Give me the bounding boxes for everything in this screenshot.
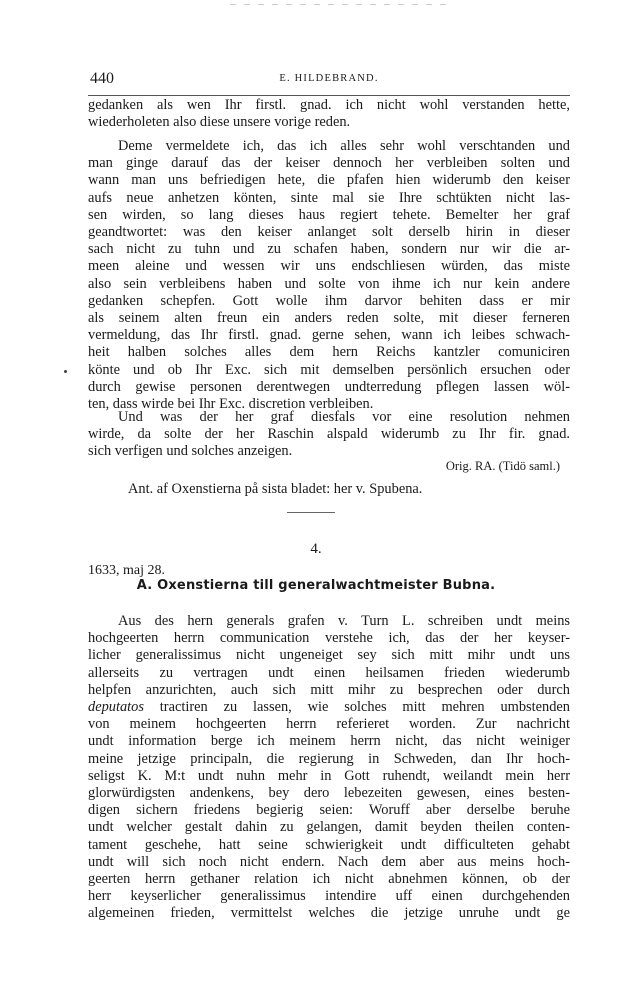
section-separator <box>287 512 335 513</box>
text-line: licher generalissimus nicht ungeneiget sey sich mitt mihr undt uns <box>88 647 570 664</box>
text-line: aufs neue anhetzen könten, sinte mal sie Ihre schtükten nicht las- <box>88 189 570 206</box>
text-line: digen sichern friedens begierig seien: Woruff aber derselbe beruhe <box>88 802 570 819</box>
text-line: deputatos tractiren zu lassen, wie solches mitt mehren umbstenden <box>88 699 570 716</box>
letter-title: A. Oxenstierna till generalwachtmeister Bubna. <box>136 578 496 593</box>
text-line: geandtwortet: was den keiser anlanget solt derselb hirin in dieser <box>88 224 570 241</box>
text-line: gedanken als wen Ihr firstl. gnad. ich nicht wohl verstanden hette, <box>88 97 570 113</box>
text-line: Aus des hern generals grafen v. Turn L. schreiben undt meins <box>118 613 570 629</box>
text-line: glorwürdigsten andenkens, bey dero lebezeiten gewesen, eines besten- <box>88 785 570 802</box>
paragraph-resolution <box>88 409 570 461</box>
text-line: undt will sich noch nicht endern. Nach dem aber aus meins hoch- <box>88 853 570 870</box>
text-line: meen aleine und wessen wir uns endschliesen würden, das miste <box>88 258 570 275</box>
scan-artifact <box>230 4 450 5</box>
text-line: wann man uns befriedigen hete, die pfafen hien widerumb den keiser <box>88 172 570 189</box>
page-header <box>88 70 570 94</box>
text-line: tament geschehe, hatt seine schwierigkeit undt difficulteten gehabt <box>88 836 570 853</box>
text-line: sen wirden, so lang dieses haus regiert tehete. Bemelter her graf <box>88 206 570 223</box>
paragraph-letter-body <box>88 613 570 923</box>
text-line: also sein verbleibens haben und solte von ihme ich nur kein andere <box>88 275 570 292</box>
header-rule <box>88 95 570 96</box>
document-number: 4. <box>310 541 322 557</box>
text-line: von meinem hochgeerten herrn referieret worden. Zur nachricht <box>88 716 570 733</box>
text-line: gedanken schepfen. Gott wolle ihm darvor behiten dass er mir <box>88 292 570 309</box>
margin-mark <box>64 370 67 373</box>
text-line: als seinem alten freun ein anders reden solte, mit dieser ferneren <box>88 310 570 327</box>
text-line: herr keyserlicher generalissimus intendire uff einen durchgehenden <box>88 888 570 905</box>
text-line: ten, dass wirde bei Ihr Exc. discretion verbleiben. <box>88 396 374 413</box>
text-line: hochgeerten herrn communication verstehe ich, das der her keyser- <box>88 630 570 647</box>
text-line: allerseits zu vertragen undt einen heilsamen frieden wiederumb <box>88 664 570 681</box>
page-number: 440 <box>90 70 114 87</box>
text-line: seligst K. M:t undt nuhn mehr in Gott ruhendt, weilandt mein herr <box>88 767 570 784</box>
text-line: wirde, da solte der her Raschin alspald widerumb zu Ihr fir. gnad. <box>88 426 570 443</box>
text-line: undt welcher gestalt dahin zu gelangen, damit beyden theilen conten- <box>88 819 570 836</box>
text-line: meine jetzige principaln, die regierung in Schweden, dan Ihr hoch- <box>88 750 570 767</box>
text-line: undt information berge ich meinem herrn nicht, das nicht weiniger <box>88 733 570 750</box>
text-line: durch gewise personen derentwegen undterredung pflegen lassen wöl- <box>88 378 570 395</box>
latin-term: deputatos <box>88 699 144 716</box>
text-line: wiederholeten also diese unsere vorige reden. <box>88 114 351 131</box>
text-line: sach nicht zu tuhn und zu schafen haben, sondern nur wir die ar- <box>88 241 570 258</box>
annotation-note: Ant. af Oxenstierna på sista bladet: her v. Spubena. <box>128 481 423 497</box>
text-line: vermeldung, das Ihr firstl. gnad. gerne sehen, wann ich leibes schwach- <box>88 327 570 344</box>
letter-date: 1633, maj 28. <box>88 563 165 578</box>
text-line: heit halben solches alles dem hern Reichs kantzler comuniciren <box>88 344 570 361</box>
text-line: Deme vermeldete ich, das ich alles sehr wohl verschtanden und <box>118 138 570 154</box>
text-line: könte und ob Ihr Exc. sich mit demselben persönlich ersuchen oder <box>88 361 570 378</box>
text-line: Und was der her graf diesfals vor eine resolution nehmen <box>118 409 570 425</box>
text-line: helpfen anzurichten, auch sich mitt mihr zu besprechen oder durch <box>88 681 570 698</box>
text-line: sich verfigen und solches anzeigen. <box>88 443 293 460</box>
paragraph-continuation <box>88 97 570 131</box>
source-reference: Orig. RA. (Tidö saml.) <box>445 459 560 473</box>
running-head: E. HILDEBRAND. <box>279 73 379 84</box>
text-line: man ginge darauf das der keiser dennoch her verbleiben solten und <box>88 155 570 172</box>
paragraph-reply <box>88 138 570 413</box>
text-line: algemeinen frieden, vermittelst welches die jetzige unruhe undt ge <box>88 905 570 922</box>
text-line: geerten herrn gethaner relation ich nicht abnehmen können, ob der <box>88 871 570 888</box>
